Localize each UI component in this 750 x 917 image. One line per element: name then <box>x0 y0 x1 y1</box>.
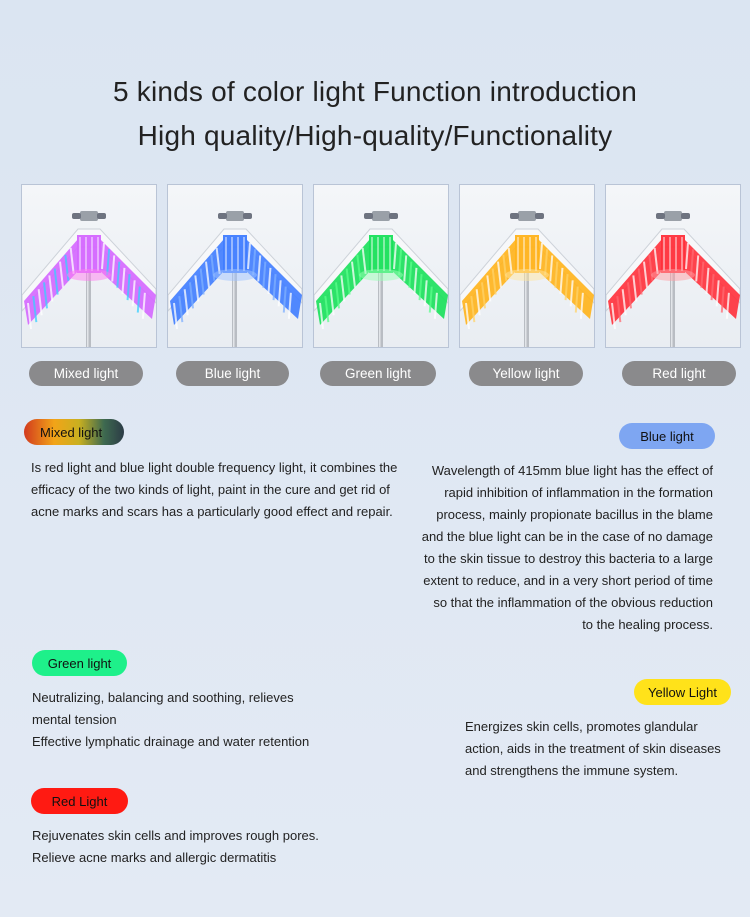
text-line: Rejuvenates skin cells and improves rough pores. <box>32 828 319 843</box>
text-line: Neutralizing, balancing and soothing, relieves <box>32 690 294 705</box>
text-line: to the healing process. <box>582 617 713 632</box>
label-green-light: Green light <box>320 361 436 386</box>
device-image-blue <box>167 184 303 348</box>
text-line: and the blue light can be in the case of no damage <box>421 529 713 544</box>
led-device-icon <box>606 185 740 347</box>
text-line: process, mainly propionate bacillus in the blame <box>436 507 713 522</box>
badge-yellow-light: Yellow Light <box>634 679 731 705</box>
text-line: action, aids in the treatment of skin diseases <box>465 741 721 756</box>
text-line: extent to reduce, and in a very short period of time <box>423 573 713 588</box>
mixed-light-description: Is red light and blue light double frequency light, it combines the efficacy of the two kinds of light, paint in the cure and get rid of acne marks and scars has a particularly good effect and repair. <box>31 460 398 519</box>
page-title: 5 kinds of color light Function introduction <box>113 76 637 107</box>
text-line: rapid inhibition of inflammation in the formation <box>444 485 713 500</box>
badge-green-light: Green light <box>32 650 127 676</box>
badge-mixed-light: Mixed light <box>24 419 124 445</box>
text-line: Effective lymphatic drainage and water retention <box>32 734 310 749</box>
label-yellow-light: Yellow light <box>469 361 583 386</box>
text-line: so that the inflammation of the obvious reduction <box>433 595 713 610</box>
label-blue-light: Blue light <box>176 361 289 386</box>
badge-red-light: Red Light <box>31 788 128 814</box>
text-line: to the skin tissue to destroy this bacteria to a large <box>423 551 713 566</box>
text-line: mental tension <box>32 712 117 727</box>
device-image-red <box>605 184 741 348</box>
yellow-light-description <box>465 716 745 782</box>
led-device-icon <box>314 185 448 347</box>
green-light-description <box>32 687 372 753</box>
blue-light-description <box>400 460 713 636</box>
text-line: Wavelength of 415mm blue light has the effect of <box>431 463 713 478</box>
led-device-icon <box>22 185 156 347</box>
device-image-green <box>313 184 449 348</box>
text-line: Energizes skin cells, promotes glandular <box>465 719 698 734</box>
text-line: Relieve acne marks and allergic dermatitis <box>32 850 277 865</box>
device-image-yellow <box>459 184 595 348</box>
device-image-mixed <box>21 184 157 348</box>
red-light-description <box>32 825 372 869</box>
text-line: and strengthens the immune system. <box>465 763 679 778</box>
led-device-icon <box>460 185 594 347</box>
label-mixed-light: Mixed light <box>29 361 143 386</box>
page-subtitle: High quality/High-quality/Functionality <box>137 120 613 151</box>
badge-blue-light: Blue light <box>619 423 715 449</box>
led-device-icon <box>168 185 302 347</box>
label-red-light: Red light <box>622 361 736 386</box>
